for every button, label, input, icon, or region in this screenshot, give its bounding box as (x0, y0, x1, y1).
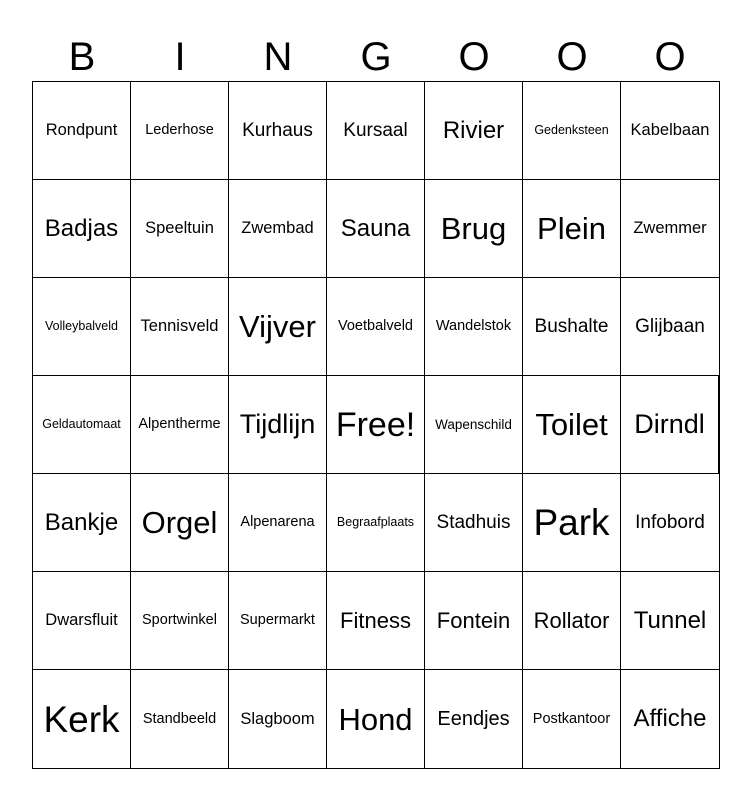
header-letter-b: B (68, 35, 96, 79)
bingo-cell[interactable]: Bushalte (523, 278, 621, 376)
bingo-cell[interactable]: Fitness (327, 572, 425, 670)
bingo-cell[interactable]: Badjas (33, 180, 131, 278)
header-letter-o2: O (556, 35, 588, 79)
bingo-cell[interactable]: Slagboom (229, 670, 327, 768)
bingo-cell[interactable]: Stadhuis (425, 474, 523, 572)
header-letter-n: N (263, 35, 293, 79)
bingo-cell[interactable]: Rollator (523, 572, 621, 670)
bingo-cell[interactable]: Alpenarena (229, 474, 327, 572)
bingo-cell[interactable]: Toilet (523, 376, 621, 474)
bingo-cell[interactable]: Rivier (425, 82, 523, 180)
bingo-cell[interactable]: Lederhose (131, 82, 229, 180)
bingo-cell[interactable]: Voetbalveld (327, 278, 425, 376)
bingo-board (32, 81, 720, 769)
bingo-cell[interactable]: Dirndl (621, 376, 719, 474)
bingo-cell[interactable]: Geldautomaat (33, 376, 131, 474)
bingo-header (33, 32, 719, 82)
bingo-cell[interactable]: Begraafplaats (327, 474, 425, 572)
bingo-cell[interactable]: Infobord (621, 474, 719, 572)
bingo-cell[interactable]: Kabelbaan (621, 82, 719, 180)
bingo-cell[interactable]: Postkantoor (523, 670, 621, 768)
bingo-cell[interactable]: Eendjes (425, 670, 523, 768)
bingo-cell[interactable]: Vijver (229, 278, 327, 376)
bingo-cell[interactable]: Kursaal (327, 82, 425, 180)
bingo-cell[interactable]: Dwarsfluit (33, 572, 131, 670)
bingo-cell[interactable]: Standbeeld (131, 670, 229, 768)
header-letter-o1: O (458, 35, 490, 79)
bingo-cell[interactable]: Zwemmer (621, 180, 719, 278)
bingo-cell-free[interactable]: Free! (327, 376, 425, 474)
bingo-cell[interactable]: Wapenschild (425, 376, 523, 474)
bingo-cell[interactable]: Sauna (327, 180, 425, 278)
header-letter-g: G (360, 35, 392, 79)
bingo-cell[interactable]: Rondpunt (33, 82, 131, 180)
bingo-cell[interactable]: Brug (425, 180, 523, 278)
bingo-cell[interactable]: Speeltuin (131, 180, 229, 278)
bingo-cell[interactable]: Park (523, 474, 621, 572)
bingo-cell[interactable]: Fontein (425, 572, 523, 670)
bingo-cell[interactable]: Wandelstok (425, 278, 523, 376)
bingo-cell[interactable]: Affiche (633, 705, 707, 732)
bingo-cell[interactable]: Zwembad (229, 180, 327, 278)
bingo-cell[interactable]: Orgel (131, 474, 229, 572)
bingo-cell[interactable]: Hond (327, 670, 425, 768)
bingo-cell[interactable]: Kerk (33, 670, 131, 768)
bingo-cell[interactable]: Alpentherme (131, 376, 229, 474)
bingo-cell[interactable]: Tijdlijn (229, 376, 327, 474)
bingo-cell[interactable]: Gedenksteen (523, 82, 621, 180)
bingo-cell[interactable]: Supermarkt (229, 572, 327, 670)
header-letter-o3: O (654, 35, 686, 79)
bingo-cell[interactable]: Glijbaan (621, 278, 719, 376)
header-letter-i: I (174, 35, 186, 79)
bingo-cell[interactable]: Tunnel (621, 572, 719, 670)
bingo-cell[interactable]: Tennisveld (131, 278, 229, 376)
bingo-cell[interactable]: Bankje (33, 474, 131, 572)
bingo-cell[interactable]: Volleybalveld (33, 278, 131, 376)
bingo-cell[interactable]: Plein (523, 180, 621, 278)
bingo-cell[interactable]: Sportwinkel (131, 572, 229, 670)
bingo-cell[interactable]: Kurhaus (229, 82, 327, 180)
